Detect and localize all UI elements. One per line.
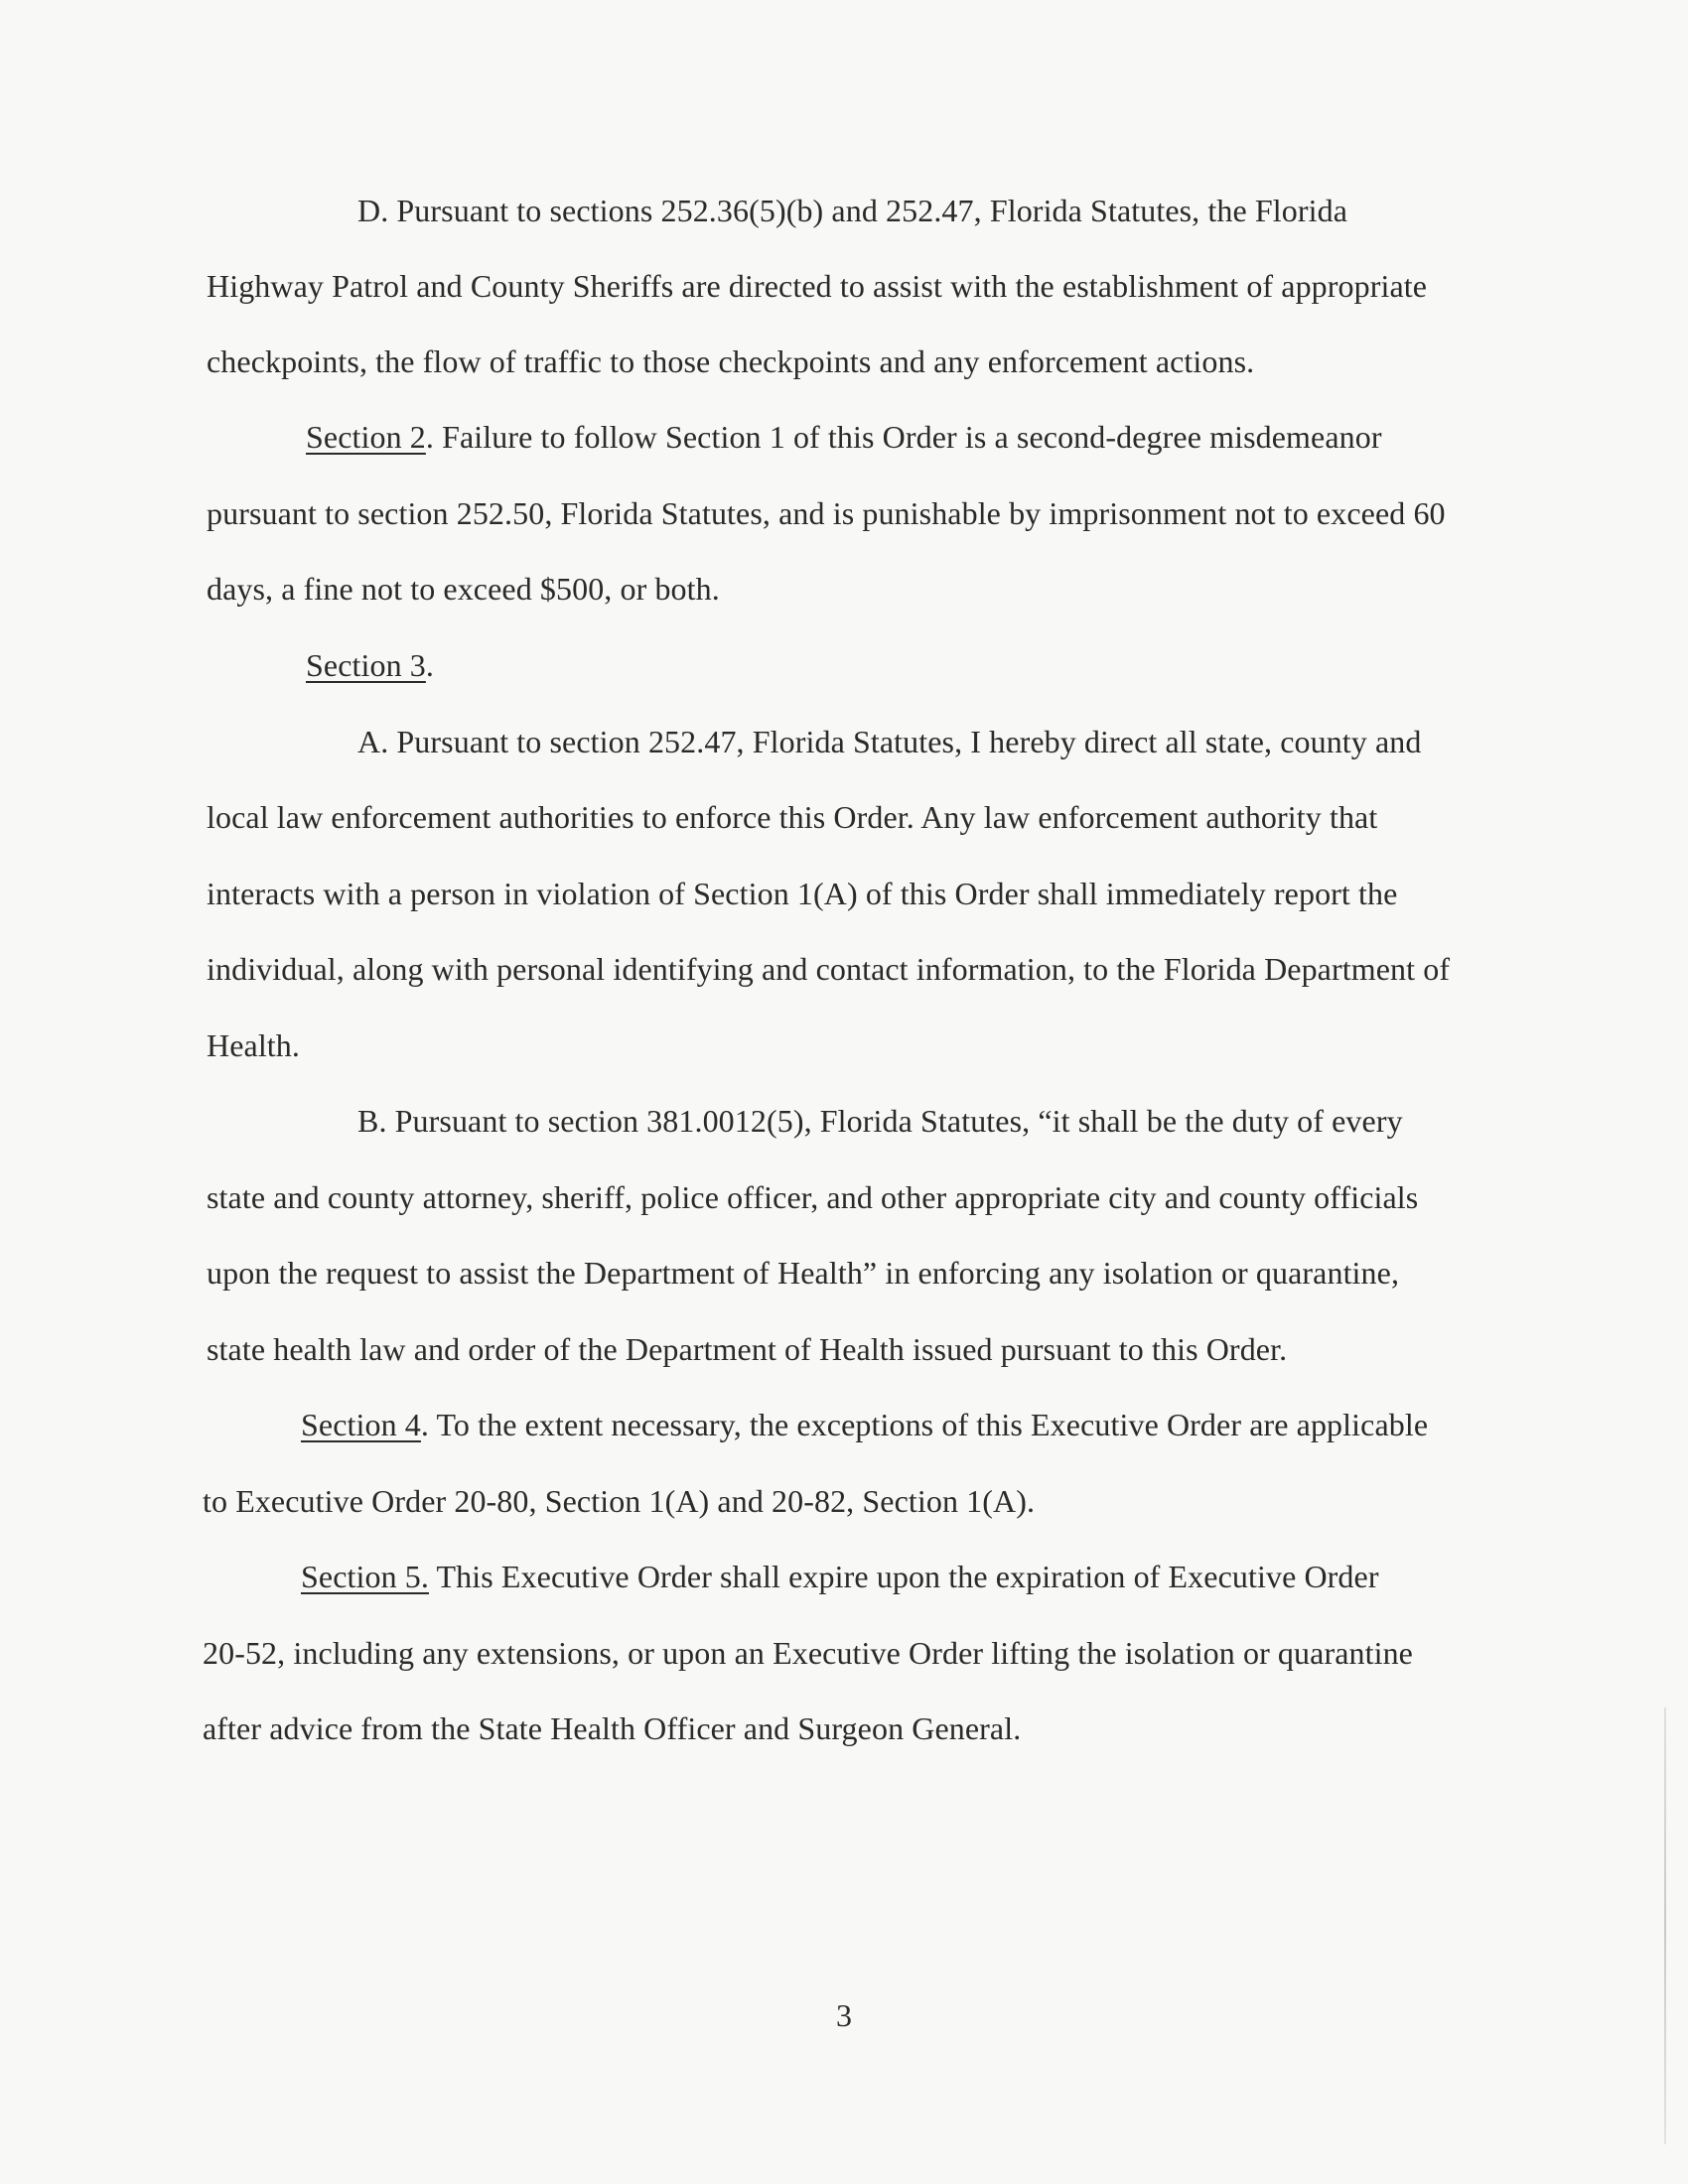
section-4-line-1	[301, 1405, 1428, 1444]
section-2-line-3: days, a fine not to exceed $500, or both.	[207, 571, 720, 607]
section-3-text: .	[425, 647, 434, 683]
section-5-heading: Section 5.	[301, 1559, 429, 1594]
paragraph-d-line-2: Highway Patrol and County Sheriffs are directed to assist with the establishment of appropriate	[207, 268, 1428, 304]
section-4-heading: Section 4	[301, 1407, 421, 1442]
section-2-line-1	[306, 417, 1382, 457]
paragraph-3a-line-5: Health.	[207, 1027, 300, 1063]
paragraph-d-line-3: checkpoints, the flow of traffic to those checkpoints and any enforcement actions.	[207, 343, 1255, 379]
section-3-heading: Section 3	[306, 647, 426, 683]
paragraph-d-line-1: D. Pursuant to sections 252.36(5)(b) and 252.47, Florida Statutes, the Florida	[357, 193, 1348, 228]
paragraph-3a-line-4: individual, along with personal identifying and contact information, to the Florida Department of	[207, 951, 1451, 987]
paragraph-3b-line-1: B. Pursuant to section 381.0012(5), Florida Statutes, “it shall be the duty of every	[357, 1103, 1403, 1139]
paragraph-3a-line-2: local law enforcement authorities to enforce this Order. Any law enforcement authority that	[207, 799, 1378, 835]
paragraph-3b-line-3: upon the request to assist the Department of Health” in enforcing any isolation or quarantine,	[207, 1255, 1400, 1291]
section-2-text: . Failure to follow Section 1 of this Order is a second-degree misdemeanor	[425, 419, 1382, 455]
page-number: 3	[836, 1997, 852, 2033]
paragraph-3b-line-4: state health law and order of the Department of Health issued pursuant to this Order.	[207, 1331, 1288, 1367]
section-2-line-2: pursuant to section 252.50, Florida Statutes, and is punishable by imprisonment not to exceed 60	[207, 495, 1446, 531]
section-5-line-3: after advice from the State Health Officer and Surgeon General.	[203, 1710, 1022, 1746]
scan-edge-mark	[1664, 1707, 1666, 2144]
section-5-text: This Executive Order shall expire upon the expiration of Executive Order	[428, 1559, 1379, 1594]
section-5-line-1	[301, 1557, 1379, 1596]
paragraph-3a-line-1: A. Pursuant to section 252.47, Florida Statutes, I hereby direct all state, county and	[357, 724, 1422, 759]
section-2-heading: Section 2	[306, 419, 426, 455]
paragraph-3b-line-2: state and county attorney, sheriff, police officer, and other appropriate city and county officials	[207, 1179, 1419, 1215]
section-5-line-2: 20-52, including any extensions, or upon an Executive Order lifting the isolation or quarantine	[203, 1635, 1413, 1671]
section-4-text: . To the extent necessary, the exceptions of this Executive Order are applicable	[420, 1407, 1429, 1442]
section-3-line	[306, 645, 434, 685]
paragraph-3a-line-3: interacts with a person in violation of Section 1(A) of this Order shall immediately report the	[207, 876, 1398, 911]
section-4-line-2: to Executive Order 20-80, Section 1(A) and 20-82, Section 1(A).	[203, 1483, 1036, 1519]
